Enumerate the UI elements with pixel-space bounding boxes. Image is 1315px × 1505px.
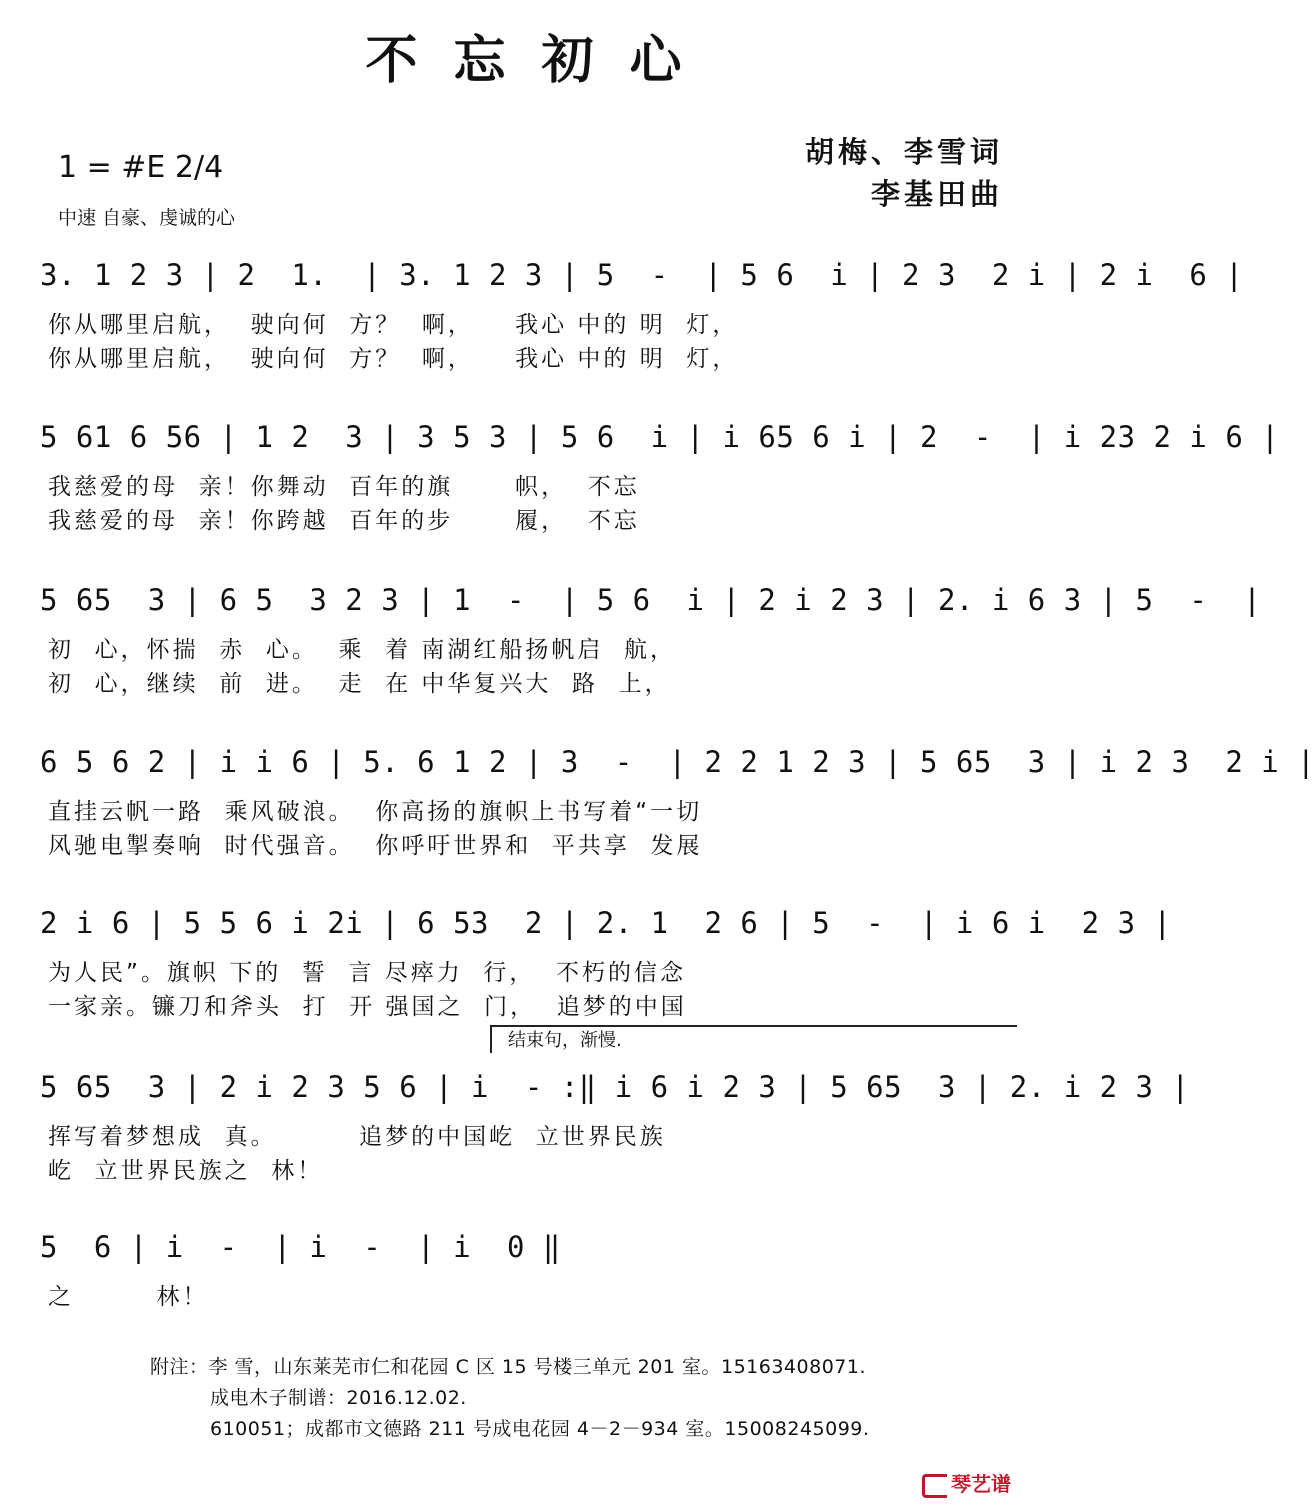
footer-note-line-2: 成电木子制谱：2016.12.02. <box>210 1387 467 1409</box>
lyrics-verse-2: 屹 立世界民族之 林！ <box>48 1158 324 1184</box>
notation-line: 3. 1 2 3 | 2 1. | 3. 1 2 3 | 5 - | 5 6 i | 2 3 2 i | 2 i 6 | <box>40 258 1244 292</box>
notation-line: 2 i 6 | 5 5 6 i 2i | 6 53 2 | 2. 1 2 6 | 5 - | i 6 i 2 3 | <box>40 906 1172 940</box>
notation-line: 5 65 3 | 6 5 3 2 3 | 1 - | 5 6 i | 2 i 2 3 | 2. i 6 3 | 5 - | <box>40 583 1262 617</box>
lyrics-verse-1: 我慈爱的母 亲！你舞动 百年的旗 帜， 不忘 <box>48 474 640 500</box>
lyrics-verse-1: 你从哪里启航， 驶向何 方？ 啊， 我心 中的 明 灯， <box>48 312 739 338</box>
lyrics-verse-2: 风驰电掣奏响 时代强音。 你呼吁世界和 平共享 发展 <box>48 833 703 859</box>
key-signature: 1 = #E 2/4 <box>58 150 224 185</box>
lyrics-verse-2: 初 心，继续 前 进。 走 在 中华复兴大 路 上， <box>48 671 671 697</box>
lyrics-verse-2: 我慈爱的母 亲！你跨越 百年的步 履， 不忘 <box>48 508 640 534</box>
notation-line: 5 65 3 | 2 i 2 3 5 6 | i - :‖ i 6 i 2 3 | 5 65 3 | 2. i 2 3 | <box>40 1070 1190 1104</box>
lyrics-verse-1: 挥写着梦想成 真。 追梦的中国屹 立世界民族 <box>48 1124 666 1150</box>
song-title: 不忘初心 <box>365 30 718 91</box>
ending-note: 结束句，渐慢. <box>508 1030 622 1051</box>
footer-note-line-3: 610051；成都市文德路 211 号成电花园 4－2－934 室。15008245099. <box>210 1418 870 1440</box>
footer-note-line-1: 附注：李 雪，山东莱芜市仁和花园 C 区 15 号楼三单元 201 室。15163408071. <box>150 1356 866 1378</box>
watermark-text: 琴艺谱 <box>951 1472 1011 1496</box>
lyrics-verse-1: 为人民”。旗帜 下的 誓 言 尽瘁力 行， 不朽的信念 <box>48 960 687 986</box>
notation-line: 6 5 6 2 | i i 6 | 5. 6 1 2 | 3 - | 2 2 1 2 3 | 5 65 3 | i 2 3 2 i | <box>40 745 1315 779</box>
lyrics-verse-2: 一家亲。镰刀和斧头 打 开 强国之 门， 追梦的中国 <box>48 994 687 1020</box>
lyrics-verse-1: 初 心，怀揣 赤 心。 乘 着 南湖红船扬帆启 航， <box>48 637 677 663</box>
lyrics-verse-1: 直挂云帆一路 乘风破浪。 你高扬的旗帜上书写着“一切 <box>48 799 703 825</box>
watermark-logo <box>922 1468 1011 1498</box>
notation-line: 5 6 | i - | i - | i 0 ‖ <box>40 1230 561 1264</box>
lyrics-verse-2: 你从哪里启航， 驶向何 方？ 啊， 我心 中的 明 灯， <box>48 346 739 372</box>
lyrics-verse-1: 之 林！ <box>48 1284 209 1310</box>
notation-line: 5 61 6 56 | 1 2 3 | 3 5 3 | 5 6 i | i 65 6 i | 2 - | i 23 2 i 6 | <box>40 420 1280 454</box>
composer-credit: 李基田曲 <box>870 177 1003 211</box>
tempo-marking: 中速 自豪、虔诚的心 <box>58 207 236 229</box>
logo-icon <box>922 1474 947 1498</box>
lyricist-credit: 胡梅、李雪词 <box>804 135 1003 169</box>
